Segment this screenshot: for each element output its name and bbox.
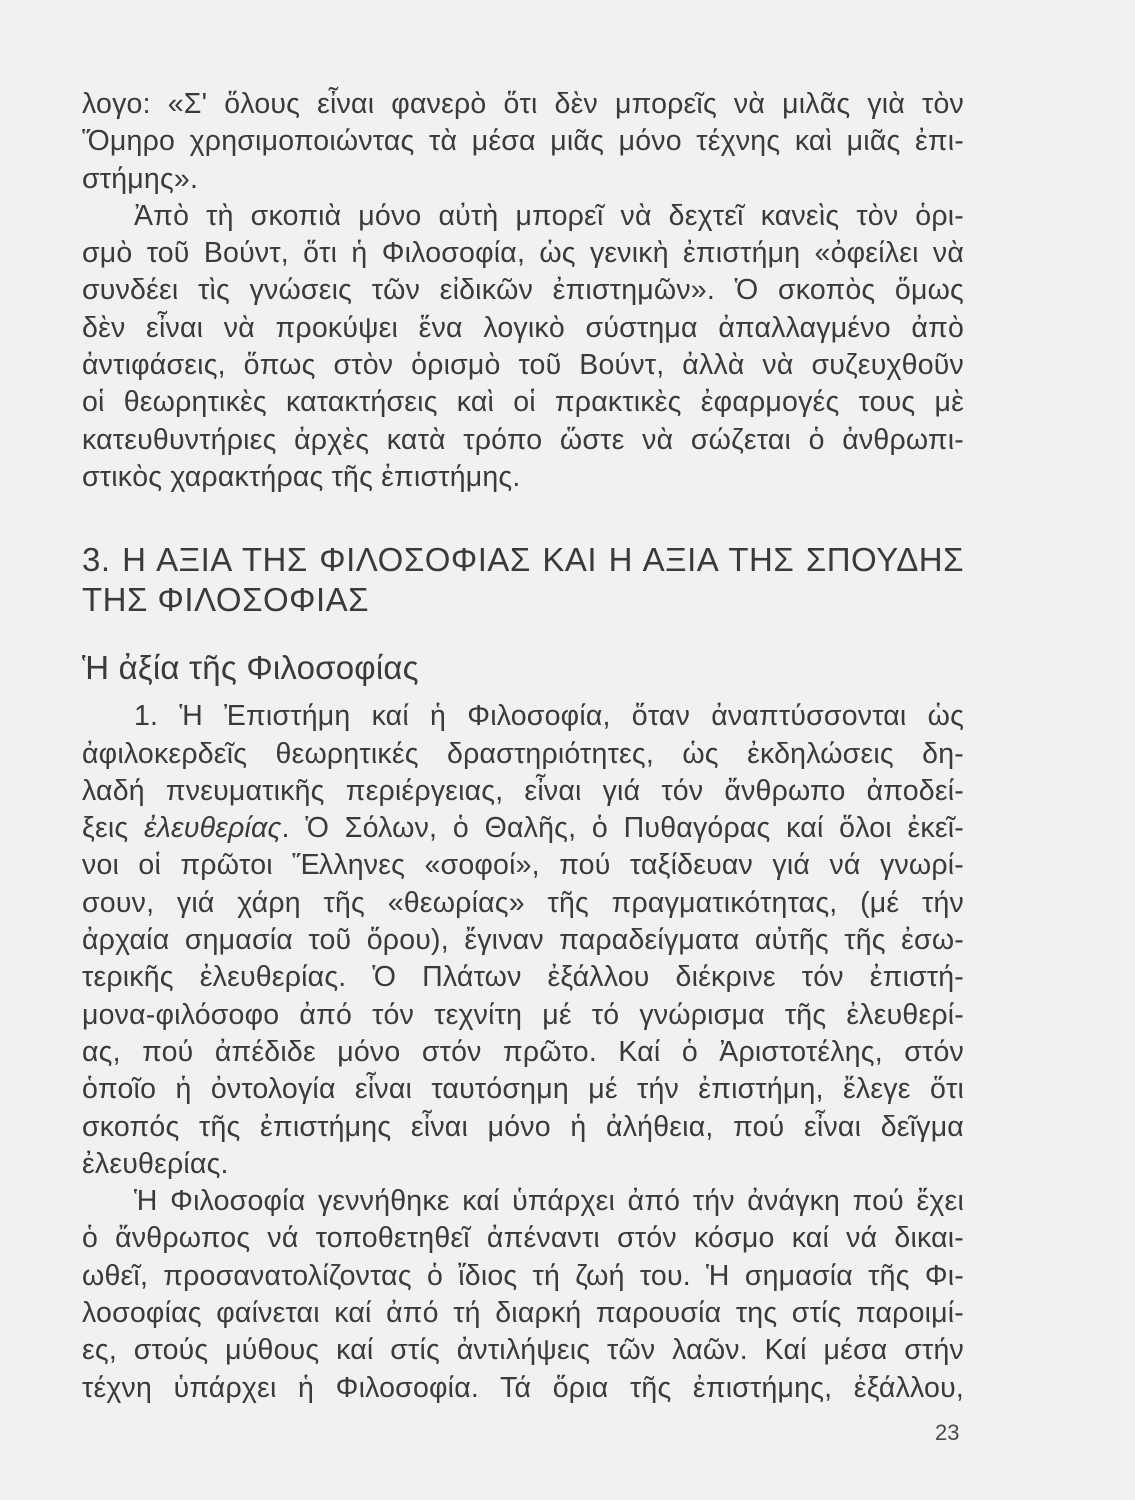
text-line: νοι οἱ πρῶτοι Ἕλληνες «σοφοί», πού ταξίδευαν γιά νά γνωρί-: [82, 849, 964, 882]
text-line: Ὅμηρο χρησιμοποιώντας τὰ μέσα μιᾶς μόνο τέχνης καὶ μιᾶς ἐπι-: [82, 125, 964, 158]
page-number: 23: [935, 1420, 960, 1445]
text-line: λογο: «Σ' ὅλους εἶναι φανερὸ ὅτι δὲν μπορεῖς νὰ μιλᾶς γιὰ τὸν: [82, 88, 964, 120]
text-line: σκοπός τῆς ἐπιστήμης εἶναι μόνο ἡ ἀλήθεια, πού εἶναι δεῖγμα: [82, 1110, 964, 1143]
text-line: ὁ ἄνθρωπος νά τοποθετηθεῖ ἀπέναντι στόν κόσμο καί νά δικαι-: [82, 1222, 964, 1255]
text-line: ἀρχαία σημασία τοῦ ὅρου), ἔγιναν παραδείγματα αὐτῆς τῆς ἐσω-: [82, 924, 964, 957]
text-line: Ἀπὸ τὴ σκοπιὰ μόνο αὐτὴ μπορεῖ νὰ δεχτεῖ κανεὶς τὸν ὁρι-: [134, 199, 964, 232]
subheading: [82, 644, 964, 692]
text-line: δὲν εἶναι νὰ προκύψει ἕνα λογικὸ σύστημα ἀπαλλαγμένο ἀπὸ: [82, 311, 964, 344]
text-line: ἀντιφάσεις, ὅπως στὸν ὁρισμὸ τοῦ Βούντ, ἀλλὰ νὰ συζευχθοῦν: [82, 349, 964, 382]
text-line: τέχνη ὑπάρχει ἡ Φιλοσοφία. Τά ὅρια τῆς ἐπιστήμης, ἐξάλλου,: [82, 1371, 964, 1404]
text-line: μονα-φιλόσοφο ἀπό τόν τεχνίτη μέ τό γνώρισμα τῆς ἐλευθερί-: [82, 998, 964, 1031]
text-line: στικὸς χαρακτήρας τῆς ἐπιστήμης.: [82, 460, 521, 493]
text-line: ὁποῖο ἡ ὀντολογία εἶναι ταυτόσημη μέ τήν ἐπιστήμη, ἔλεγε ὅτι: [82, 1073, 964, 1106]
heading-line: 3. Η ΑΞΙΑ ΤΗΣ ΦΙΛΟΣΟΦΙΑΣ ΚΑΙ Η ΑΞΙΑ ΤΗΣ ΣΠΟΥΔΗΣ: [82, 541, 964, 579]
document-page: [82, 86, 964, 1407]
text-line: ἀφιλοκερδεῖς θεωρητικές δραστηριότητες, ὡς ἐκδηλώσεις δη-: [82, 737, 964, 770]
text-line: σμὸ τοῦ Βούντ, ὅτι ἡ Φιλοσοφία, ὡς γενικὴ ἐπιστήμη «ὀφείλει νὰ: [82, 237, 964, 270]
intro-paragraph: [82, 86, 964, 198]
text-line: Ἡ Φιλοσοφία γεννήθηκε καί ὑπάρχει ἀπό τήν ἀνάγκη πού ἔχει: [134, 1185, 964, 1218]
text-line: συνδέει τὶς γνώσεις τῶν εἰδικῶν ἐπιστημῶν». Ὁ σκοπὸς ὅμως: [82, 274, 964, 307]
subheading-text: Ἡ ἀξία τῆς Φιλοσοφίας: [82, 649, 419, 687]
paragraph-2: [82, 198, 964, 496]
text-line: ας, πού ἀπέδιδε μόνο στόν πρῶτο. Καί ὁ Ἀριστοτέλης, στόν: [82, 1035, 964, 1068]
text-line: λαδή πνευματικῆς περιέργειας, εἶναι γιά τόν ἄνθρωπο ἀποδεί-: [82, 774, 964, 807]
heading-line: ΤΗΣ ΦΙΛΟΣΟΦΙΑΣ: [82, 581, 370, 619]
paragraph-4: [82, 1183, 964, 1407]
text-line: οἱ θεωρητικὲς κατακτήσεις καὶ οἱ πρακτικὲς ἐφαρμογές τους μὲ: [82, 386, 964, 419]
text-line: ες, στούς μύθους καί στίς ἀντιλήψεις τῶν λαῶν. Καί μέσα στήν: [82, 1334, 964, 1367]
text-line: τερικῆς ἐλευθερίας. Ὁ Πλάτων ἐξάλλου διέκρινε τόν ἐπιστή-: [82, 961, 964, 994]
text-line-italic: [82, 810, 964, 847]
text-line: ωθεῖ, προσανατολίζοντας ὁ ἴδιος τή ζωή του. Ἡ σημασία τῆς Φι-: [82, 1259, 964, 1292]
text-line: λοσοφίας φαίνεται καί ἀπό τή διαρκή παρουσία της στίς παροιμί-: [82, 1297, 964, 1330]
paragraph-3: [82, 698, 964, 1183]
text-line: 1. Ἡ Ἐπιστήμη καί ἡ Φιλοσοφία, ὅταν ἀναπτύσσονται ὡς: [134, 700, 964, 733]
text-segment: . Ὁ Σόλων, ὁ Θαλῆς, ὁ Πυθαγόρας καί ὅλοι ἐκεῖ-: [281, 812, 964, 845]
italic-word: ἐλευθερίας: [144, 812, 282, 845]
text-line: στήμης».: [82, 162, 199, 195]
text-line: σουν, γιά χάρη τῆς «θεωρίας» τῆς πραγματικότητας, (μέ τήν: [82, 886, 964, 919]
text-segment: ξεις: [82, 812, 145, 845]
text-line: ἐλευθερίας.: [82, 1147, 229, 1180]
section-heading: [82, 540, 964, 620]
text-line: κατευθυντήριες ἀρχὲς κατὰ τρόπο ὥστε νὰ σώζεται ὁ ἀνθρωπι-: [82, 423, 964, 456]
